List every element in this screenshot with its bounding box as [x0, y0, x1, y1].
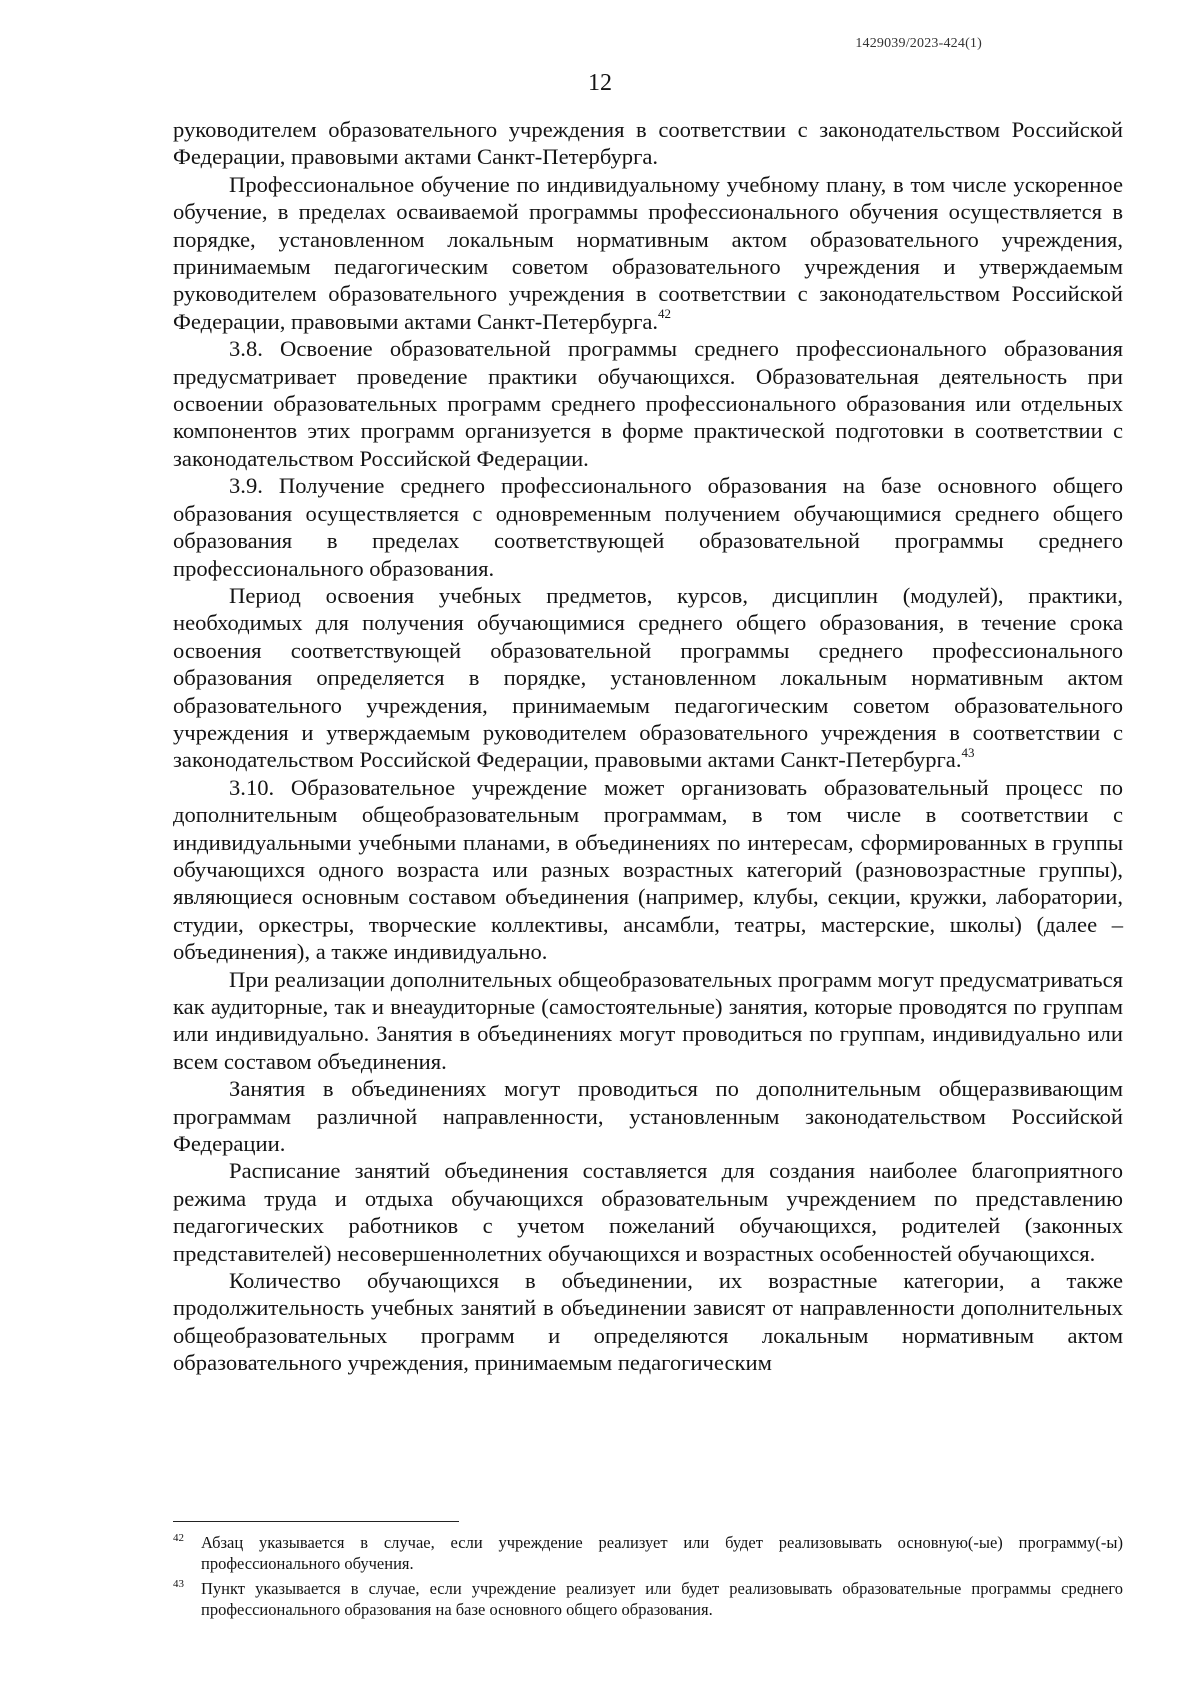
- footnote: [173, 1532, 1123, 1574]
- paragraph: Период освоения учебных предметов, курсов, дисциплин (модулей), практики, необходимых для получения обучающимися среднего общего образования, в течение срока освоения соответствующей образовательной программы среднего профессионального образования определяется в порядке, установленном локальным нормативным актом образовательного учреждения, принимаемым педагогическим советом образовательного учреждения и утверждаемым руководителем образовательного учреждения в соответствии с законодательством Российской Федерации, правовыми актами Санкт-Петербурга.$^{43}$: [173, 582, 1123, 773]
- page-number: 12: [588, 70, 612, 96]
- paragraph: Профессиональное обучение по индивидуальному учебному плану, в том числе ускоренное обучение, в пределах осваиваемой программы профессионального обучения осуществляется в порядке, установленном локальным нормативным актом образовательного учреждения, принимаемым педагогическим советом образовательного учреждения и утверждаемым руководителем образовательного учреждения в соответствии с законодательством Российской Федерации, правовыми актами Санкт-Петербурга.$^{42}$: [173, 171, 1123, 334]
- body-text: [173, 116, 1123, 1377]
- paragraph: При реализации дополнительных общеобразовательных программ могут предусматриваться как аудиторные, так и внеаудиторные (самостоятельные) занятия, которые проводятся по группам или индивидуально. Занятия в объединениях могут проводиться по группам, индивидуально или всем составом объединения.: [173, 966, 1123, 1074]
- footnote: [173, 1578, 1123, 1620]
- footnote-ref[interactable]: 43: [961, 744, 975, 760]
- footnote-text: Пункт указывается в случае, если учреждение реализует или будет реализовывать образовательные программы среднего профессионального образования на базе основного общего образования.: [201, 1579, 1123, 1619]
- paragraph: 3.9. Получение среднего профессионального образования на базе основного общего образования осуществляется с одновременным получением обучающимися среднего общего образования в пределах соответствующей образовательной программы среднего профессионального образования.: [173, 473, 1123, 581]
- footnote-mark: 42: [173, 1532, 184, 1544]
- paragraph: Количество обучающихся в объединении, их возрастные категории, а также продолжительность учебных занятий в объединении зависят от направленности дополнительных общеобразовательных программ и определяются локальным нормативным актом образовательного учреждения, принимаемым педагогическим: [173, 1268, 1123, 1376]
- footnote-mark: 43: [173, 1578, 184, 1590]
- footnotes: [173, 1532, 1123, 1624]
- paragraph: 3.10. Образовательное учреждение может организовать образовательный процесс по дополнительным общеобразовательным программам, в том числе в соответствии с индивидуальными учебными планами, в объединениях по интересам, сформированных в группы обучающихся одного возраста или разных возрастных категорий (разновозрастные группы), являющиеся основным составом объединения (например, клубы, секции, кружки, лаборатории, студии, оркестры, творческие коллективы, ансамбли, театры, мастерские, школы) (далее – объединения), а также индивидуально.: [173, 774, 1123, 965]
- paragraph: 3.8. Освоение образовательной программы среднего профессионального образования предусматривает проведение практики обучающихся. Образовательная деятельность при освоении образовательных программ среднего профессионального образования или отдельных компонентов этих программ организуется в форме практической подготовки в соответствии с законодательством Российской Федерации.: [173, 336, 1123, 471]
- footnote-ref[interactable]: 42: [658, 306, 672, 322]
- paragraph: Занятия в объединениях могут проводиться по дополнительным общеразвивающим программам различной направленности, установленным законодательством Российской Федерации.: [173, 1076, 1123, 1157]
- footnote-separator: [173, 1521, 459, 1522]
- paragraph: Расписание занятий объединения составляется для создания наиболее благоприятного режима труда и отдыха обучающихся образовательным учреждением по представлению педагогических работников с учетом пожеланий обучающихся, родителей (законных представителей) несовершеннолетних обучающихся и возрастных особенностей обучающихся.: [173, 1158, 1123, 1266]
- footnote-text: Абзац указывается в случае, если учреждение реализует или будет реализовывать основную(-ые) программу(-ы) профессионального обучения.: [201, 1533, 1123, 1573]
- document-id: 1429039/2023-424(1): [855, 36, 982, 51]
- paragraph: руководителем образовательного учреждения в соответствии с законодательством Российской Федерации, правовыми актами Санкт-Петербурга.: [173, 117, 1123, 170]
